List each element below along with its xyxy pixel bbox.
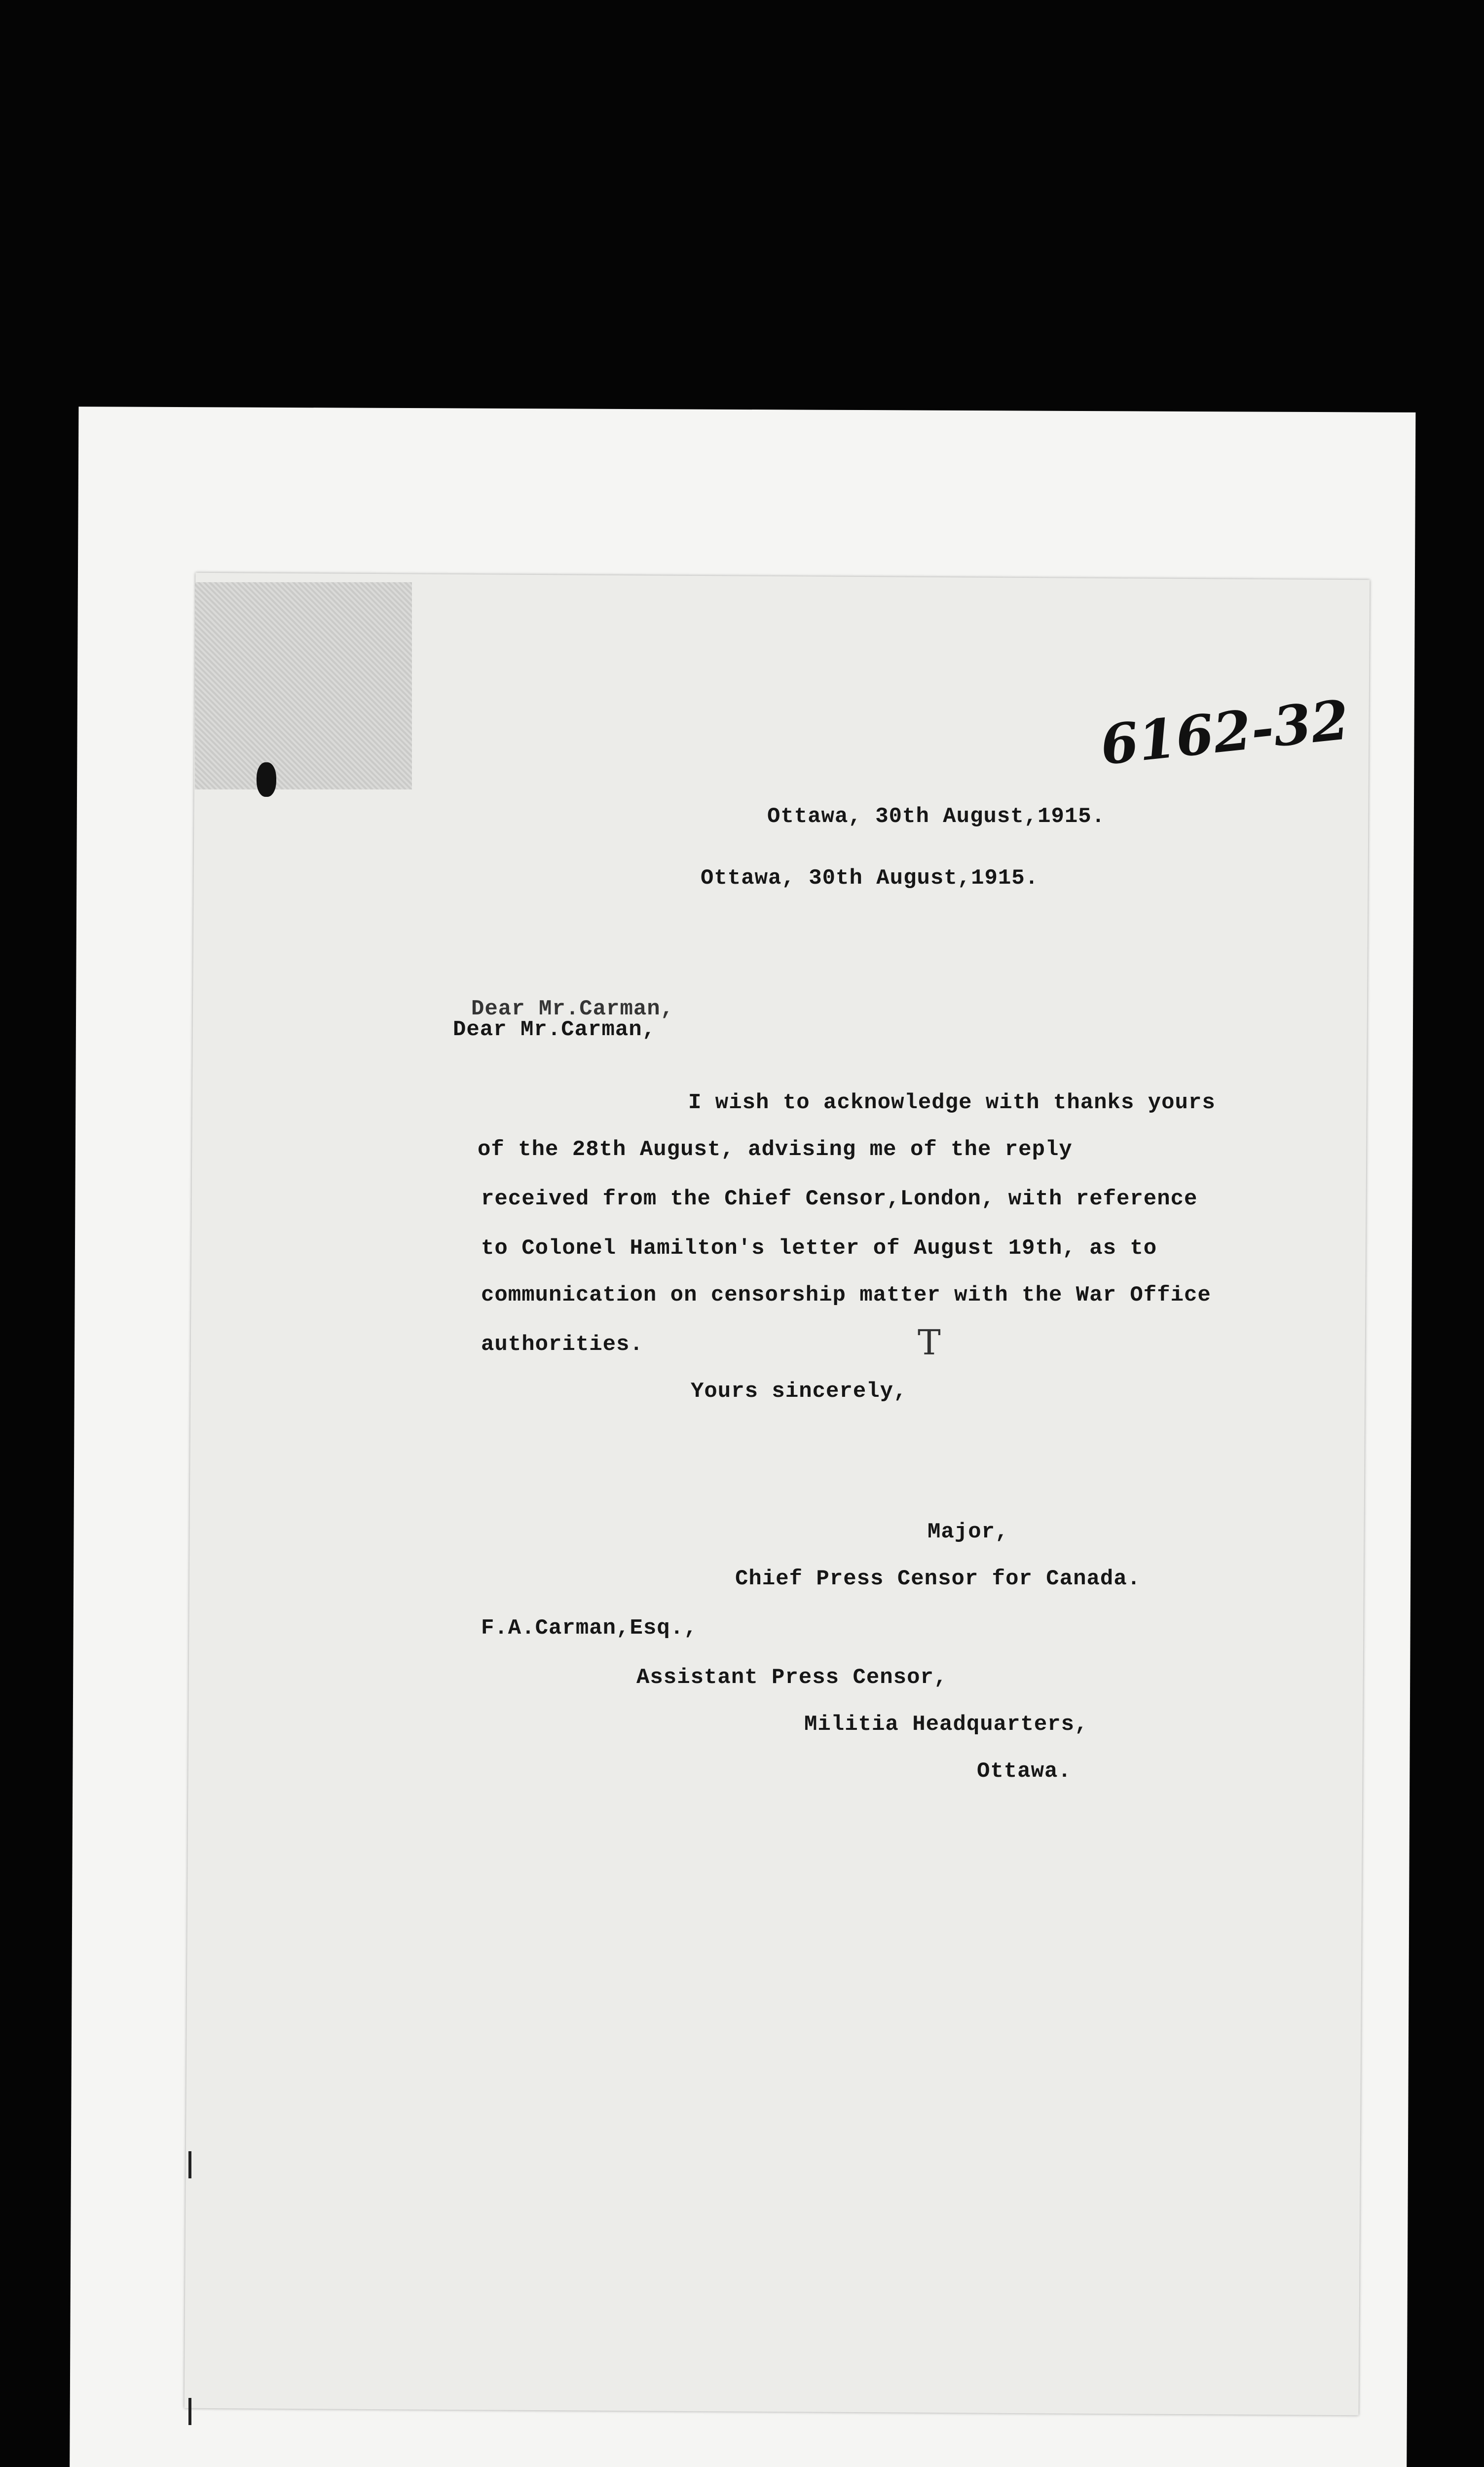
recipient-title: Assistant Press Censor, <box>636 1665 948 1690</box>
tape-patch <box>195 582 412 789</box>
body-line: to Colonel Hamilton's letter of August 19th, as to <box>481 1236 1157 1261</box>
margin-mark <box>188 2398 191 2425</box>
signature-rank: Major, <box>928 1520 1009 1544</box>
ink-blot <box>257 762 276 797</box>
signature-title: Chief Press Censor for Canada. <box>735 1567 1141 1591</box>
letter-page <box>185 573 1370 2415</box>
body-line: of the 28th August, advising me of the reply <box>478 1137 1073 1162</box>
salutation: Dear Mr.Carman, <box>471 997 674 1021</box>
salutation-duplicate: Dear Mr.Carman, <box>453 1017 656 1042</box>
body-line: communication on censorship matter with the War Office <box>481 1283 1211 1308</box>
body-line: I wish to acknowledge with thanks yours <box>688 1090 1216 1115</box>
recipient-office: Militia Headquarters, <box>804 1712 1088 1737</box>
pencil-mark: T <box>918 1322 941 1363</box>
body-line: authorities. <box>481 1332 643 1357</box>
recipient-name: F.A.Carman,Esq., <box>481 1616 698 1641</box>
handwritten-file-number: 6162-32 <box>1097 687 1352 778</box>
date-line-duplicate: Ottawa, 30th August,1915. <box>701 866 1039 891</box>
closing: Yours sincerely, <box>691 1379 907 1404</box>
body-line: received from the Chief Censor,London, with reference <box>481 1187 1198 1211</box>
recipient-city: Ottawa. <box>977 1759 1072 1784</box>
margin-mark <box>188 2151 191 2178</box>
date-line: Ottawa, 30th August,1915. <box>767 804 1106 829</box>
